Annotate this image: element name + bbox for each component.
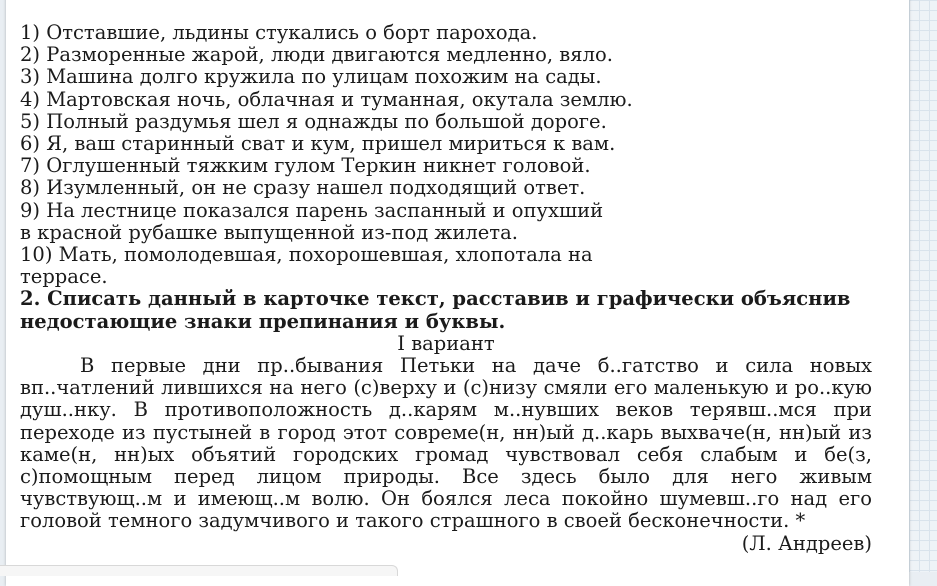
bottom-panel-edge — [0, 565, 398, 576]
sentence-line: 8) Изумленный, он не сразу нашел подходящий ответ. — [20, 176, 586, 200]
paragraph-text: В первые дни пр..бывания Петьки на даче б..гатство и сила новых вп..чатлений лившихся на него (с)верху и (с)низу смяли его маленькую и ро..кую душ..нку. В противоположность д..карям м..нувших веков терявш..мся при переходе из пустыней в город этот совреме(н, нн)ый д..карь выхваче(н, нн)ый из каме(н, нн)ых объятий городских громад чувствовал себя слабым и бе(з, с)помощным перед лицом природы. Все здесь было для него живым чувствующ..м и имеющ..м волю. Он боялся леса покойно шумевш..го над его головой темного задумчивого и такого страшного в своей бесконечности. * — [20, 354, 872, 533]
sentence-list — [20, 22, 872, 288]
exercise-paragraph — [20, 355, 872, 533]
document-content — [20, 0, 872, 555]
sentence-line: 10) Мать, помолодевшая, похорошевшая, хлопотала на — [20, 243, 593, 267]
author-attribution: (Л. Андреев) — [741, 531, 872, 555]
sentence-line: 1) Отставшие, льдины стукались о борт парохода. — [20, 21, 538, 44]
sentence-line: 3) Машина долго кружила по улицам похожим на сады. — [20, 65, 602, 89]
document-page — [6, 0, 909, 586]
sentence-line: террасе. — [20, 265, 108, 289]
sentence-line: 4) Мартовская ночь, облачная и туманная, окутала землю. — [20, 87, 633, 111]
sentence-line: 7) Оглушенный тяжким гулом Теркин никнет головой. — [20, 154, 591, 178]
sentence-line: в красной рубашке выпущенной из-под жилета. — [20, 220, 518, 244]
variant-title: I вариант — [397, 331, 495, 355]
sentence-line: 5) Полный раздумья шел я однажды по большой дороге. — [20, 109, 607, 133]
task-2-instruction: 2. Списать данный в карточке текст, расставив и графически объяснив недостающие знаки препинания и буквы. — [20, 287, 851, 333]
sentence-line: 2) Разморенные жарой, люди двигаются медленно, вяло. — [20, 43, 613, 67]
background-grid — [909, 0, 937, 572]
cut-off-heading — [20, 0, 872, 22]
sentence-line: 9) На лестнице показался парень заспанный и опухший — [20, 198, 604, 222]
sentence-line: 6) Я, ваш старинный сват и кум, пришел мириться к вам. — [20, 132, 616, 156]
